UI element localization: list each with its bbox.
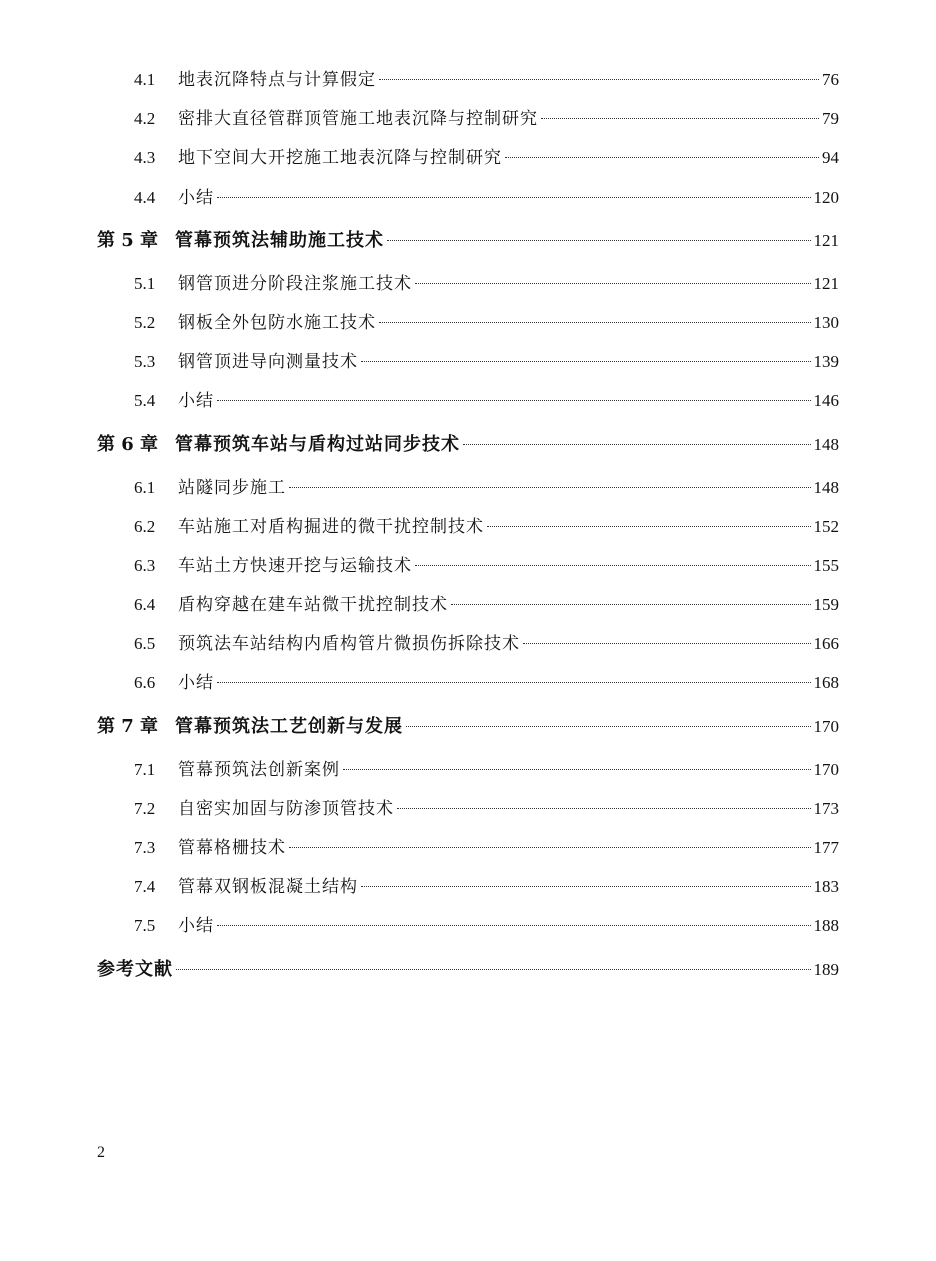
toc-entry-number: 6.3 [134, 555, 156, 575]
page-number: 2 [97, 1144, 105, 1161]
toc-entry-number: 6.2 [134, 516, 156, 536]
toc-entry-title: 参考文献 [97, 958, 173, 980]
toc-entry-title: 钢板全外包防水施工技术 [178, 312, 376, 333]
toc-entry-page: 120 [813, 187, 839, 207]
toc-entry-number: 7.1 [134, 759, 156, 779]
toc-entry-title: 车站土方快速开挖与运输技术 [178, 555, 412, 576]
toc-entry-page: 183 [813, 877, 839, 897]
toc-entry-page: 177 [813, 838, 839, 857]
toc-section-entry[interactable] [97, 593, 839, 632]
toc-entry-page: 139 [813, 352, 839, 372]
toc-entry-number: 6.6 [134, 673, 156, 693]
toc-entry-number: 第 5 章 [97, 229, 159, 251]
toc-entry-title: 地下空间大开挖施工地表沉降与控制研究 [178, 148, 502, 169]
toc-section-entry[interactable] [97, 758, 839, 797]
toc-section-entry[interactable] [97, 476, 839, 515]
toc-entry-title: 管幕预筑法工艺创新与发展 [175, 715, 403, 737]
toc-entry-number: 7.5 [134, 916, 156, 936]
toc-entry-page: 170 [813, 759, 839, 779]
toc-entry-page: 173 [813, 798, 839, 818]
toc-entry-page: 148 [813, 434, 839, 454]
toc-section-entry[interactable] [97, 186, 839, 225]
toc-entry-number: 第 6 章 [97, 433, 159, 455]
toc-entry-page: 155 [813, 555, 839, 575]
dot-leader [176, 969, 811, 970]
toc-entry-page: 148 [813, 477, 839, 497]
toc-entry-title: 小结 [178, 673, 214, 694]
table-of-contents [97, 68, 839, 1001]
toc-chapter-entry[interactable] [97, 429, 839, 476]
toc-section-entry[interactable] [97, 515, 839, 554]
toc-entry-number: 4.3 [134, 148, 156, 168]
dot-leader [289, 487, 811, 488]
toc-entry-title: 自密实加固与防渗顶管技术 [178, 798, 394, 819]
toc-entry-title: 地表沉降特点与计算假定 [178, 70, 376, 90]
toc-entry-number: 7.2 [134, 798, 156, 818]
toc-entry-number: 5.4 [134, 391, 156, 411]
toc-entry-number: 6.5 [134, 634, 156, 654]
toc-section-entry[interactable] [97, 875, 839, 914]
toc-section-entry[interactable] [97, 68, 839, 107]
toc-entry-page: 94 [822, 148, 839, 168]
toc-section-entry[interactable] [97, 272, 839, 311]
toc-entry-title: 管幕预筑法创新案例 [178, 759, 340, 780]
toc-chapter-entry[interactable] [97, 954, 839, 1001]
toc-entry-page: 121 [813, 230, 839, 250]
dot-leader [487, 526, 811, 527]
toc-entry-number: 7.4 [134, 877, 156, 897]
toc-entry-page: 188 [813, 916, 839, 936]
toc-entry-page: 146 [813, 391, 839, 411]
toc-section-entry[interactable] [97, 350, 839, 389]
toc-entry-page: 130 [813, 312, 839, 332]
toc-chapter-entry[interactable] [97, 711, 839, 758]
toc-entry-title: 管幕预筑车站与盾构过站同步技术 [175, 433, 460, 455]
dot-leader [289, 847, 811, 848]
toc-entry-title: 站隧同步施工 [178, 477, 286, 498]
toc-entry-title: 小结 [178, 916, 214, 937]
toc-entry-page: 152 [813, 516, 839, 536]
dot-leader [523, 643, 811, 644]
toc-entry-title: 盾构穿越在建车站微干扰控制技术 [178, 595, 448, 616]
toc-entry-page: 189 [813, 959, 839, 979]
toc-section-entry[interactable] [97, 311, 839, 350]
toc-section-entry[interactable] [97, 389, 839, 428]
dot-leader [415, 565, 811, 566]
toc-entry-page: 121 [813, 273, 839, 293]
dot-leader [463, 444, 811, 445]
dot-leader [451, 604, 811, 605]
toc-section-entry[interactable] [97, 554, 839, 593]
toc-entry-page: 79 [822, 109, 839, 129]
toc-entry-number: 4.4 [134, 187, 156, 207]
dot-leader [541, 118, 819, 119]
toc-entry-title: 车站施工对盾构掘进的微干扰控制技术 [178, 516, 484, 537]
toc-section-entry[interactable] [97, 671, 839, 710]
toc-chapter-entry[interactable] [97, 225, 839, 272]
toc-entry-number: 5.2 [134, 312, 156, 332]
dot-leader [379, 322, 811, 323]
dot-leader [217, 925, 811, 926]
toc-entry-number: 5.3 [134, 352, 156, 372]
toc-entry-page: 159 [813, 595, 839, 615]
dot-leader [505, 157, 819, 158]
toc-entry-title: 管幕格栅技术 [178, 838, 286, 858]
dot-leader [361, 886, 811, 887]
toc-entry-title: 小结 [178, 391, 214, 412]
toc-entry-number: 第 7 章 [97, 715, 159, 737]
dot-leader [343, 769, 811, 770]
toc-entry-page: 170 [813, 716, 839, 736]
toc-entry-page: 76 [822, 70, 839, 89]
toc-entry-number: 6.1 [134, 477, 156, 497]
toc-section-entry[interactable] [97, 797, 839, 836]
dot-leader [379, 79, 819, 80]
toc-section-entry[interactable] [97, 836, 839, 875]
toc-entry-number: 7.3 [134, 838, 156, 857]
dot-leader [217, 400, 811, 401]
toc-entry-title: 预筑法车站结构内盾构管片微损伤拆除技术 [178, 634, 520, 655]
toc-section-entry[interactable] [97, 107, 839, 146]
toc-entry-number: 4.2 [134, 109, 156, 129]
dot-leader [406, 726, 811, 727]
toc-section-entry[interactable] [97, 632, 839, 671]
toc-entry-title: 管幕双钢板混凝土结构 [178, 877, 358, 898]
dot-leader [415, 283, 811, 284]
toc-entry-number: 6.4 [134, 595, 156, 615]
toc-entry-title: 小结 [178, 187, 214, 208]
toc-entry-title: 管幕预筑法辅助施工技术 [175, 229, 384, 251]
dot-leader [387, 240, 811, 241]
dot-leader [217, 682, 811, 683]
toc-section-entry[interactable] [97, 146, 839, 185]
toc-entry-page: 166 [813, 634, 839, 654]
toc-entry-title: 钢管顶进导向测量技术 [178, 352, 358, 373]
toc-section-entry[interactable] [97, 914, 839, 953]
dot-leader [361, 361, 811, 362]
toc-entry-number: 5.1 [134, 273, 156, 293]
dot-leader [397, 808, 811, 809]
dot-leader [217, 197, 811, 198]
toc-entry-title: 密排大直径管群顶管施工地表沉降与控制研究 [178, 109, 538, 130]
toc-entry-number: 4.1 [134, 70, 156, 89]
toc-entry-title: 钢管顶进分阶段注浆施工技术 [178, 273, 412, 294]
toc-entry-page: 168 [813, 673, 839, 693]
